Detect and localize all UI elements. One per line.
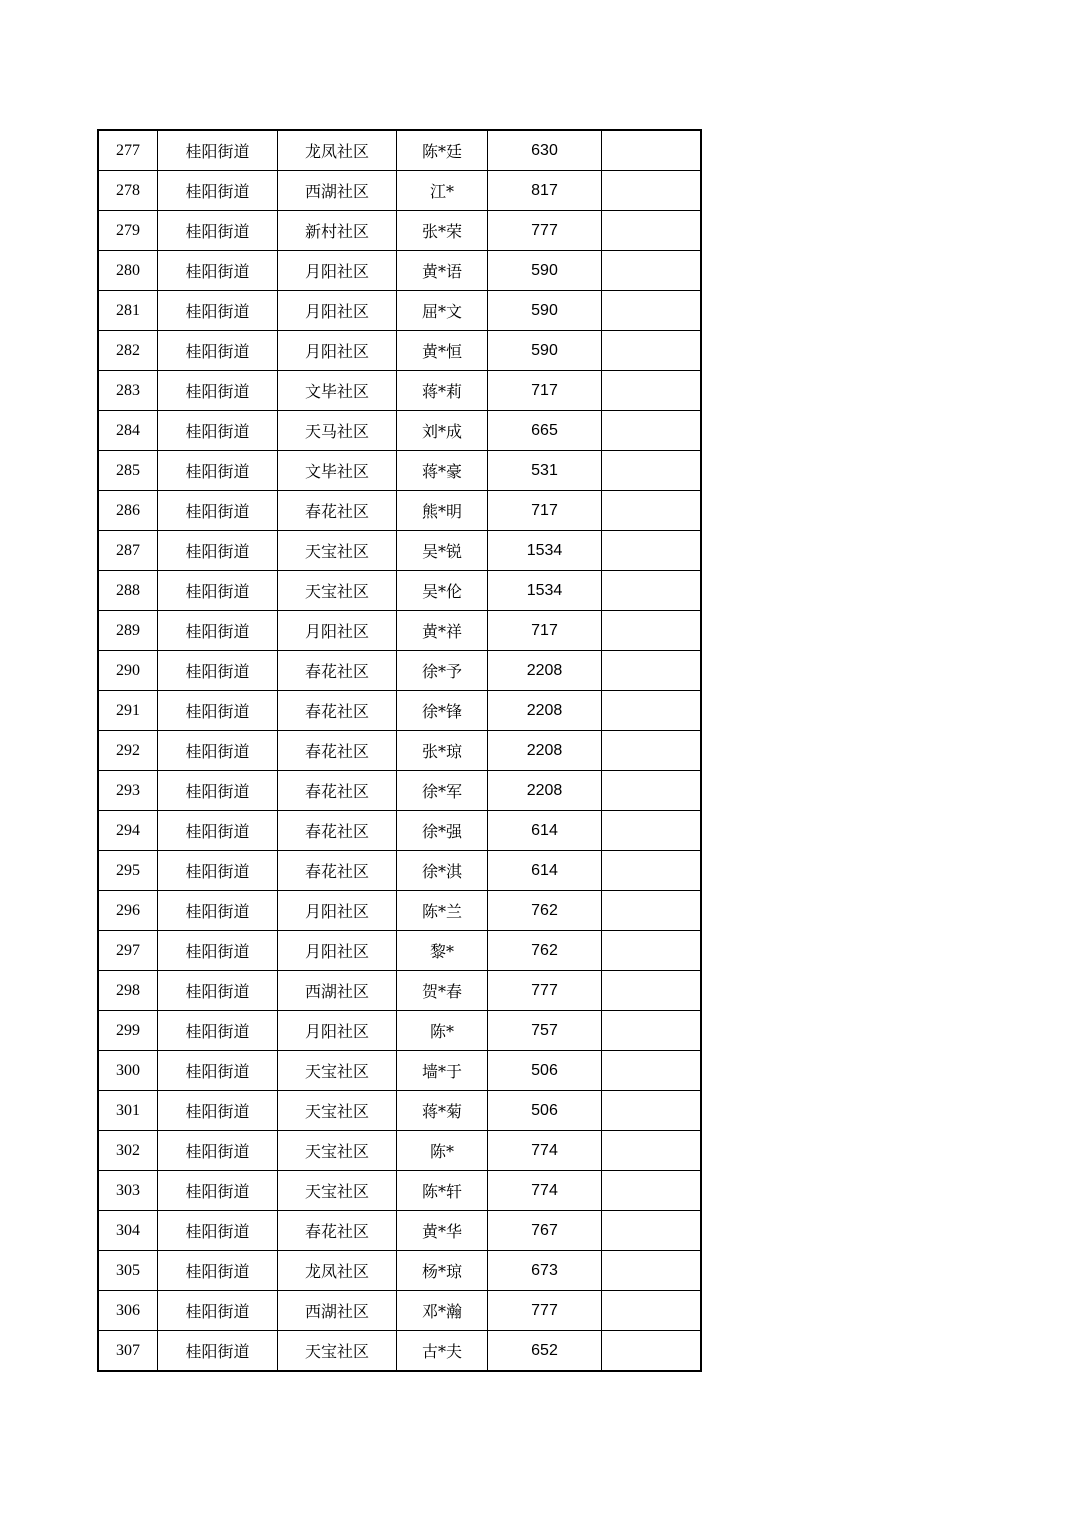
cell-person-name: 黄*恒	[397, 331, 488, 371]
table-row	[98, 371, 701, 411]
cell-remark	[602, 451, 702, 491]
table-row	[98, 1251, 701, 1291]
cell-community: 天宝社区	[278, 1091, 397, 1131]
cell-amount: 2208	[488, 651, 602, 691]
cell-community: 天宝社区	[278, 1331, 397, 1372]
cell-remark	[602, 851, 702, 891]
cell-remark	[602, 1091, 702, 1131]
cell-serial-number: 301	[98, 1091, 158, 1131]
table-row	[98, 1331, 701, 1372]
cell-community: 西湖社区	[278, 1291, 397, 1331]
table-row	[98, 491, 701, 531]
cell-amount: 1534	[488, 531, 602, 571]
cell-person-name: 徐*淇	[397, 851, 488, 891]
cell-street: 桂阳街道	[158, 1011, 278, 1051]
cell-amount: 762	[488, 931, 602, 971]
cell-community: 西湖社区	[278, 971, 397, 1011]
cell-remark	[602, 211, 702, 251]
cell-street: 桂阳街道	[158, 1251, 278, 1291]
cell-serial-number: 282	[98, 331, 158, 371]
cell-serial-number: 280	[98, 251, 158, 291]
cell-person-name: 陈*廷	[397, 130, 488, 171]
cell-serial-number: 289	[98, 611, 158, 651]
table-row	[98, 651, 701, 691]
cell-remark	[602, 611, 702, 651]
table-row	[98, 171, 701, 211]
cell-community: 天宝社区	[278, 1171, 397, 1211]
cell-serial-number: 279	[98, 211, 158, 251]
cell-person-name: 黄*华	[397, 1211, 488, 1251]
cell-community: 春花社区	[278, 771, 397, 811]
cell-street: 桂阳街道	[158, 451, 278, 491]
cell-amount: 2208	[488, 731, 602, 771]
cell-person-name: 古*夫	[397, 1331, 488, 1372]
cell-amount: 506	[488, 1091, 602, 1131]
cell-person-name: 贺*春	[397, 971, 488, 1011]
cell-remark	[602, 291, 702, 331]
cell-serial-number: 292	[98, 731, 158, 771]
cell-community: 天马社区	[278, 411, 397, 451]
table-row	[98, 1091, 701, 1131]
cell-remark	[602, 171, 702, 211]
cell-street: 桂阳街道	[158, 771, 278, 811]
cell-street: 桂阳街道	[158, 491, 278, 531]
cell-community: 春花社区	[278, 731, 397, 771]
cell-serial-number: 291	[98, 691, 158, 731]
table-row	[98, 731, 701, 771]
cell-remark	[602, 1251, 702, 1291]
cell-community: 春花社区	[278, 851, 397, 891]
cell-serial-number: 306	[98, 1291, 158, 1331]
cell-person-name: 徐*予	[397, 651, 488, 691]
cell-remark	[602, 1331, 702, 1372]
cell-community: 天宝社区	[278, 1051, 397, 1091]
cell-community: 春花社区	[278, 1211, 397, 1251]
cell-remark	[602, 931, 702, 971]
cell-person-name: 黎*	[397, 931, 488, 971]
cell-serial-number: 281	[98, 291, 158, 331]
cell-street: 桂阳街道	[158, 571, 278, 611]
cell-remark	[602, 331, 702, 371]
cell-serial-number: 297	[98, 931, 158, 971]
cell-person-name: 徐*军	[397, 771, 488, 811]
cell-serial-number: 278	[98, 171, 158, 211]
table-row	[98, 291, 701, 331]
table-row	[98, 571, 701, 611]
cell-amount: 817	[488, 171, 602, 211]
cell-community: 春花社区	[278, 651, 397, 691]
table-row	[98, 1011, 701, 1051]
cell-amount: 762	[488, 891, 602, 931]
cell-amount: 506	[488, 1051, 602, 1091]
cell-person-name: 黄*语	[397, 251, 488, 291]
cell-street: 桂阳街道	[158, 1211, 278, 1251]
data-table	[97, 129, 702, 1372]
cell-remark	[602, 891, 702, 931]
cell-remark	[602, 571, 702, 611]
cell-remark	[602, 531, 702, 571]
cell-community: 春花社区	[278, 491, 397, 531]
cell-community: 天宝社区	[278, 571, 397, 611]
cell-amount: 774	[488, 1131, 602, 1171]
cell-serial-number: 295	[98, 851, 158, 891]
cell-remark	[602, 651, 702, 691]
table-row	[98, 851, 701, 891]
cell-person-name: 陈*	[397, 1131, 488, 1171]
cell-street: 桂阳街道	[158, 851, 278, 891]
cell-amount: 757	[488, 1011, 602, 1051]
cell-serial-number: 305	[98, 1251, 158, 1291]
cell-person-name: 陈*兰	[397, 891, 488, 931]
cell-street: 桂阳街道	[158, 211, 278, 251]
cell-person-name: 墙*于	[397, 1051, 488, 1091]
table-row	[98, 411, 701, 451]
table-row	[98, 1051, 701, 1091]
cell-street: 桂阳街道	[158, 891, 278, 931]
cell-community: 天宝社区	[278, 531, 397, 571]
cell-person-name: 蒋*莉	[397, 371, 488, 411]
cell-street: 桂阳街道	[158, 1091, 278, 1131]
cell-serial-number: 284	[98, 411, 158, 451]
cell-serial-number: 285	[98, 451, 158, 491]
cell-community: 新村社区	[278, 211, 397, 251]
cell-street: 桂阳街道	[158, 411, 278, 451]
cell-amount: 777	[488, 1291, 602, 1331]
cell-amount: 717	[488, 611, 602, 651]
table-row	[98, 811, 701, 851]
cell-community: 月阳社区	[278, 931, 397, 971]
cell-person-name: 蒋*菊	[397, 1091, 488, 1131]
cell-person-name: 黄*祥	[397, 611, 488, 651]
cell-serial-number: 290	[98, 651, 158, 691]
cell-serial-number: 307	[98, 1331, 158, 1372]
cell-person-name: 江*	[397, 171, 488, 211]
table-row	[98, 931, 701, 971]
cell-amount: 2208	[488, 691, 602, 731]
cell-person-name: 蒋*豪	[397, 451, 488, 491]
cell-community: 西湖社区	[278, 171, 397, 211]
cell-community: 月阳社区	[278, 611, 397, 651]
cell-amount: 630	[488, 130, 602, 171]
cell-amount: 590	[488, 331, 602, 371]
cell-community: 龙凤社区	[278, 1251, 397, 1291]
table-row	[98, 691, 701, 731]
cell-person-name: 熊*明	[397, 491, 488, 531]
cell-person-name: 刘*成	[397, 411, 488, 451]
cell-person-name: 邓*瀚	[397, 1291, 488, 1331]
cell-amount: 590	[488, 291, 602, 331]
cell-person-name: 屈*文	[397, 291, 488, 331]
cell-street: 桂阳街道	[158, 691, 278, 731]
cell-community: 月阳社区	[278, 251, 397, 291]
cell-amount: 614	[488, 811, 602, 851]
cell-street: 桂阳街道	[158, 1051, 278, 1091]
cell-community: 月阳社区	[278, 331, 397, 371]
cell-serial-number: 296	[98, 891, 158, 931]
table-row	[98, 611, 701, 651]
cell-amount: 767	[488, 1211, 602, 1251]
cell-serial-number: 302	[98, 1131, 158, 1171]
cell-street: 桂阳街道	[158, 251, 278, 291]
cell-person-name: 杨*琼	[397, 1251, 488, 1291]
table-body	[98, 130, 701, 1371]
cell-remark	[602, 691, 702, 731]
table-row	[98, 451, 701, 491]
cell-community: 月阳社区	[278, 891, 397, 931]
cell-person-name: 徐*强	[397, 811, 488, 851]
cell-serial-number: 277	[98, 130, 158, 171]
cell-street: 桂阳街道	[158, 291, 278, 331]
cell-amount: 531	[488, 451, 602, 491]
cell-remark	[602, 1131, 702, 1171]
cell-amount: 777	[488, 211, 602, 251]
cell-community: 天宝社区	[278, 1131, 397, 1171]
cell-amount: 673	[488, 1251, 602, 1291]
table-row	[98, 771, 701, 811]
cell-person-name: 吴*伦	[397, 571, 488, 611]
cell-serial-number: 299	[98, 1011, 158, 1051]
cell-remark	[602, 491, 702, 531]
cell-amount: 717	[488, 371, 602, 411]
cell-street: 桂阳街道	[158, 1331, 278, 1372]
cell-serial-number: 294	[98, 811, 158, 851]
cell-person-name: 陈*	[397, 1011, 488, 1051]
table-row	[98, 1131, 701, 1171]
cell-street: 桂阳街道	[158, 931, 278, 971]
cell-remark	[602, 1211, 702, 1251]
cell-amount: 777	[488, 971, 602, 1011]
cell-remark	[602, 771, 702, 811]
cell-serial-number: 293	[98, 771, 158, 811]
table-row	[98, 891, 701, 931]
table-row	[98, 211, 701, 251]
table-row	[98, 251, 701, 291]
cell-remark	[602, 1291, 702, 1331]
cell-remark	[602, 371, 702, 411]
cell-remark	[602, 1011, 702, 1051]
cell-amount: 2208	[488, 771, 602, 811]
cell-street: 桂阳街道	[158, 371, 278, 411]
cell-remark	[602, 811, 702, 851]
table-row	[98, 331, 701, 371]
cell-amount: 717	[488, 491, 602, 531]
cell-serial-number: 283	[98, 371, 158, 411]
cell-community: 文毕社区	[278, 451, 397, 491]
cell-street: 桂阳街道	[158, 171, 278, 211]
cell-serial-number: 288	[98, 571, 158, 611]
table-row	[98, 531, 701, 571]
table-row	[98, 1171, 701, 1211]
cell-community: 龙凤社区	[278, 130, 397, 171]
cell-serial-number: 286	[98, 491, 158, 531]
cell-person-name: 张*琼	[397, 731, 488, 771]
cell-remark	[602, 731, 702, 771]
cell-community: 月阳社区	[278, 291, 397, 331]
cell-person-name: 徐*锋	[397, 691, 488, 731]
cell-street: 桂阳街道	[158, 611, 278, 651]
table-row	[98, 971, 701, 1011]
cell-street: 桂阳街道	[158, 531, 278, 571]
cell-serial-number: 298	[98, 971, 158, 1011]
cell-street: 桂阳街道	[158, 651, 278, 691]
cell-remark	[602, 251, 702, 291]
cell-amount: 652	[488, 1331, 602, 1372]
cell-person-name: 张*荣	[397, 211, 488, 251]
cell-person-name: 吴*锐	[397, 531, 488, 571]
cell-person-name: 陈*轩	[397, 1171, 488, 1211]
table-row	[98, 1211, 701, 1251]
cell-community: 月阳社区	[278, 1011, 397, 1051]
cell-serial-number: 300	[98, 1051, 158, 1091]
cell-remark	[602, 130, 702, 171]
table-row	[98, 130, 701, 171]
cell-street: 桂阳街道	[158, 331, 278, 371]
cell-remark	[602, 1171, 702, 1211]
cell-street: 桂阳街道	[158, 811, 278, 851]
cell-amount: 1534	[488, 571, 602, 611]
cell-serial-number: 303	[98, 1171, 158, 1211]
cell-amount: 614	[488, 851, 602, 891]
cell-remark	[602, 411, 702, 451]
cell-serial-number: 287	[98, 531, 158, 571]
cell-community: 春花社区	[278, 811, 397, 851]
cell-serial-number: 304	[98, 1211, 158, 1251]
cell-street: 桂阳街道	[158, 731, 278, 771]
cell-amount: 665	[488, 411, 602, 451]
cell-remark	[602, 971, 702, 1011]
cell-street: 桂阳街道	[158, 130, 278, 171]
cell-community: 春花社区	[278, 691, 397, 731]
cell-street: 桂阳街道	[158, 1291, 278, 1331]
cell-street: 桂阳街道	[158, 1131, 278, 1171]
cell-amount: 590	[488, 251, 602, 291]
cell-amount: 774	[488, 1171, 602, 1211]
cell-community: 文毕社区	[278, 371, 397, 411]
table-row	[98, 1291, 701, 1331]
cell-remark	[602, 1051, 702, 1091]
cell-street: 桂阳街道	[158, 971, 278, 1011]
cell-street: 桂阳街道	[158, 1171, 278, 1211]
